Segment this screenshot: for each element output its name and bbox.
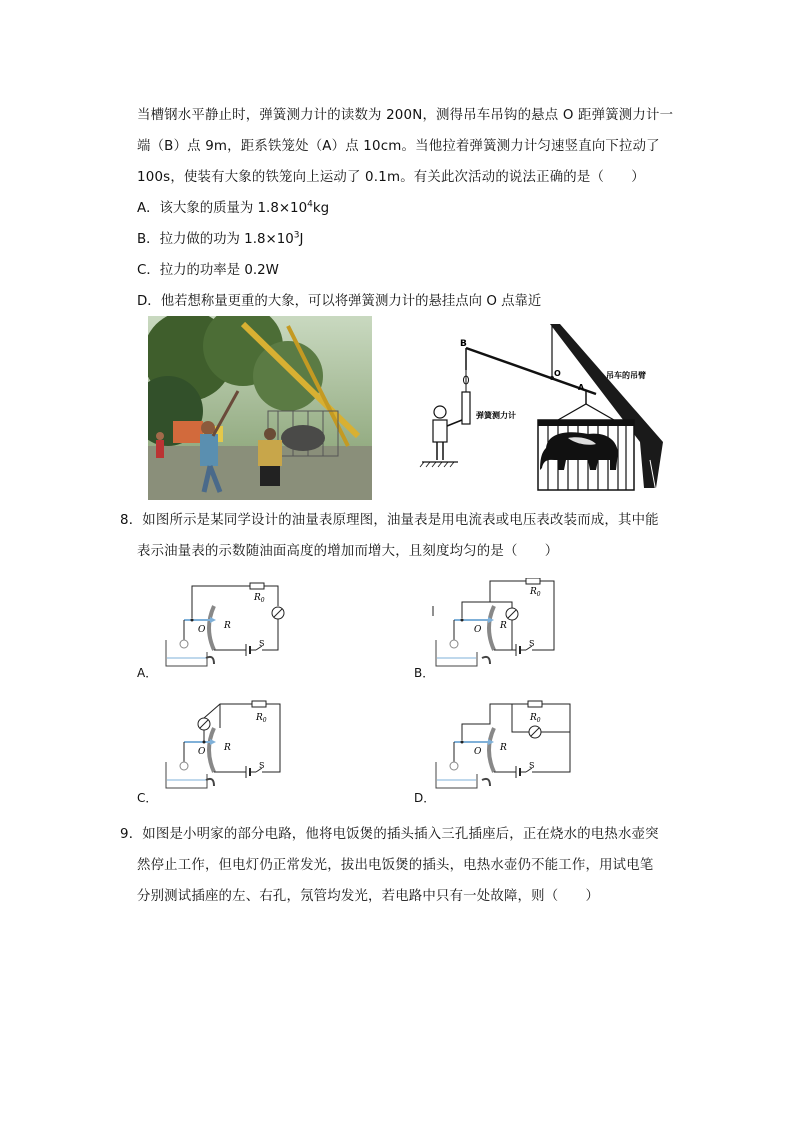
label-o: O xyxy=(198,625,206,635)
elephant-weighing-photo xyxy=(148,316,372,500)
circuit-a xyxy=(162,578,322,683)
label-r: R xyxy=(224,621,231,631)
q9-line-3: 分别测试插座的左、右孔，氖管均发光，若电路中只有一处故障，则（ ） xyxy=(137,889,600,904)
q7-line-3: 100s，使装有大象的铁笼向上运动了 0.1m。有关此次活动的说法正确的是（ ） xyxy=(137,170,645,185)
option-label-c: C． xyxy=(137,791,158,805)
q8-line-2: 表示油量表的示数随油面高度的增加而增大，且刻度均匀的是（ ） xyxy=(137,544,559,559)
label-r0: $R_0$ xyxy=(530,587,541,598)
label-s: S xyxy=(529,761,535,770)
q7-option-b: B．拉力做的功为 $1.8\times 10^3J$ xyxy=(137,230,304,247)
q7-line-1: 当槽钢水平静止时，弹簧测力计的读数为 200N，测得吊车吊钩的悬点 O 距弹簧测力计一 xyxy=(137,108,674,123)
circuit-c xyxy=(162,700,322,805)
circuit-b xyxy=(432,578,592,683)
label-s: S xyxy=(259,639,265,648)
label-s: S xyxy=(529,639,535,648)
label-r: R xyxy=(500,621,507,631)
label-o: O xyxy=(554,369,561,378)
q8-line-1: 8．如图所示是某同学设计的油量表原理图，油量表是用电流表或电压表改装而成，其中能 xyxy=(120,513,659,528)
q9-line-2: 然停止工作，但电灯仍正常发光，拔出电饭煲的插头，电热水壶仍不能工作，用试电笔 xyxy=(137,858,654,873)
label-spring-scale: 弹簧测力计 xyxy=(476,411,516,420)
circuit-d xyxy=(432,700,592,805)
label-b: B xyxy=(460,339,467,349)
option-label-b: B． xyxy=(414,666,435,680)
option-label-a: A． xyxy=(137,666,158,680)
lever-schematic-diagram xyxy=(418,320,688,498)
label-o: O xyxy=(198,747,206,757)
label-r: R xyxy=(500,743,507,753)
q7-option-d: D．他若想称量更重的大象，可以将弹簧测力计的悬挂点向 O 点靠近 xyxy=(137,294,542,309)
label-r0: $R_0$ xyxy=(530,713,541,724)
q7-option-c: C．拉力的功率是 0.2W xyxy=(137,263,279,278)
label-o: O xyxy=(474,625,482,635)
label-r: R xyxy=(224,743,231,753)
label-o: O xyxy=(474,747,482,757)
label-r0: $R_0$ xyxy=(254,593,265,604)
q9-line-1: 9．如图是小明家的部分电路，他将电饭煲的插头插入三孔插座后，正在烧水的电热水壶突 xyxy=(120,827,659,842)
q7-option-a: A．该大象的质量为 $1.8\times 10^4kg$ xyxy=(137,199,330,216)
label-r0: $R_0$ xyxy=(256,713,267,724)
option-label-d: D． xyxy=(414,791,436,805)
q7-line-2: 端（B）点 9m，距系铁笼处（A）点 10cm。当他拉着弹簧测力计匀速竖直向下拉动了 xyxy=(137,139,660,154)
label-s: S xyxy=(259,761,265,770)
label-a: A xyxy=(578,383,585,392)
label-crane-arm: 吊车的吊臂 xyxy=(606,371,646,380)
